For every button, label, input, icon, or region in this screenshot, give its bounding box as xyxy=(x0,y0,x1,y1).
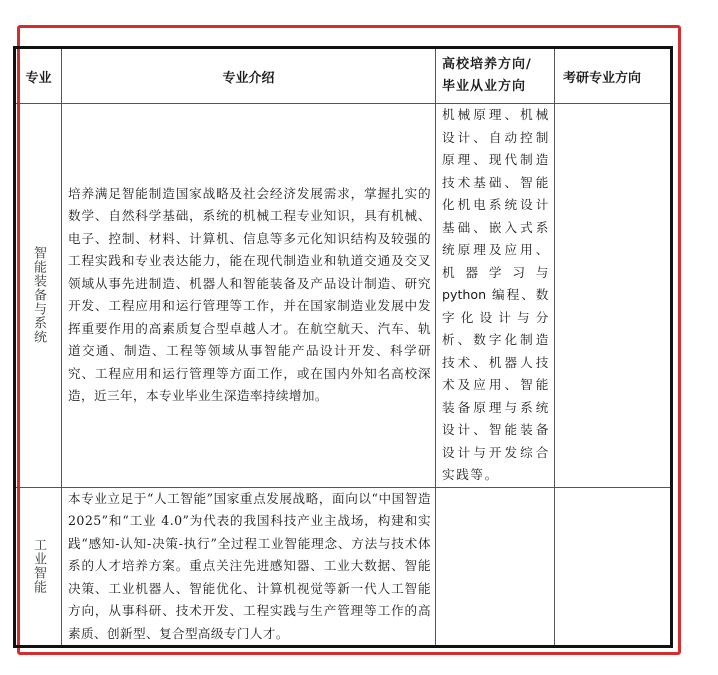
table-row xyxy=(15,104,672,488)
header-row xyxy=(15,48,672,104)
header-graduate: 考研专业方向 xyxy=(555,48,672,104)
header-direction-line1: 高校培养方向/ xyxy=(442,57,532,72)
header-major: 专业 xyxy=(15,48,62,104)
direction-text-part2: 编程、数字化设计与分析、数字化制造技术、机器人技术及应用、智能装备原理与系统设计、智能装备设计与开发综合实践等。 xyxy=(442,287,550,482)
intro-cell: 培养满足智能制造国家战略及社会经济发展需求，掌握扎实的数学、自然科学基础，系统的机械工程专业知识，具有机械、电子、控制、材料、计算机、信息等多元化知识结构及较强的工程实践和专业表达能力，能在现代制造业和轨道交通及交叉领域从事先进制造、机器人和智能装备及产品设计制造、研究开发、工程应用和运行管理等工作，并在国家制造业发展中发挥重要作用的高素质复合型卓越人才。在航空航天、汽车、轨道交通、制造、工程等领域从事智能产品设计开发、科学研究、工程应用和运行管理等方面工作，或在国内外知名高校深造，近三年，本专业毕业生深造率持续增加。 xyxy=(62,104,436,488)
major-cell xyxy=(15,487,62,647)
major-name: 智能装备与系统 xyxy=(31,246,46,345)
majors-table xyxy=(13,46,673,648)
direction-cell xyxy=(436,487,555,647)
intro-cell: 本专业立足于“人工智能”国家重点发展战略，面向以“中国智造 2025”和“工业 4.0”为代表的我国科技产业主战场，构建和实践“感知-认知-决策-执行”全过程工业智能理念、方法与技术体系的人才培养方案。重点关注先进感知器、工业大数据、智能决策、工业机器人、智能优化、计算机视觉等新一代人工智能方向，从事科研、技术开发、工程实践与生产管理等工作的高素质、创新型、复合型高级专门人才。 xyxy=(62,487,436,647)
major-name: 工业智能 xyxy=(31,538,46,595)
direction-text-python: python xyxy=(442,287,487,302)
header-direction-line2: 毕业从业方向 xyxy=(442,79,527,94)
major-cell xyxy=(15,104,62,488)
header-direction xyxy=(436,48,555,104)
header-intro: 专业介绍 xyxy=(62,48,436,104)
graduate-cell xyxy=(555,487,672,647)
graduate-cell xyxy=(555,104,672,488)
direction-text-part1: 机械原理、机械设计、自动控制原理、现代制造技术基础、智能化机电系统设计基础、嵌入式系统原理及应用、机 器 学 习 与 xyxy=(442,107,550,280)
table-row xyxy=(15,487,672,647)
direction-cell xyxy=(436,104,555,488)
